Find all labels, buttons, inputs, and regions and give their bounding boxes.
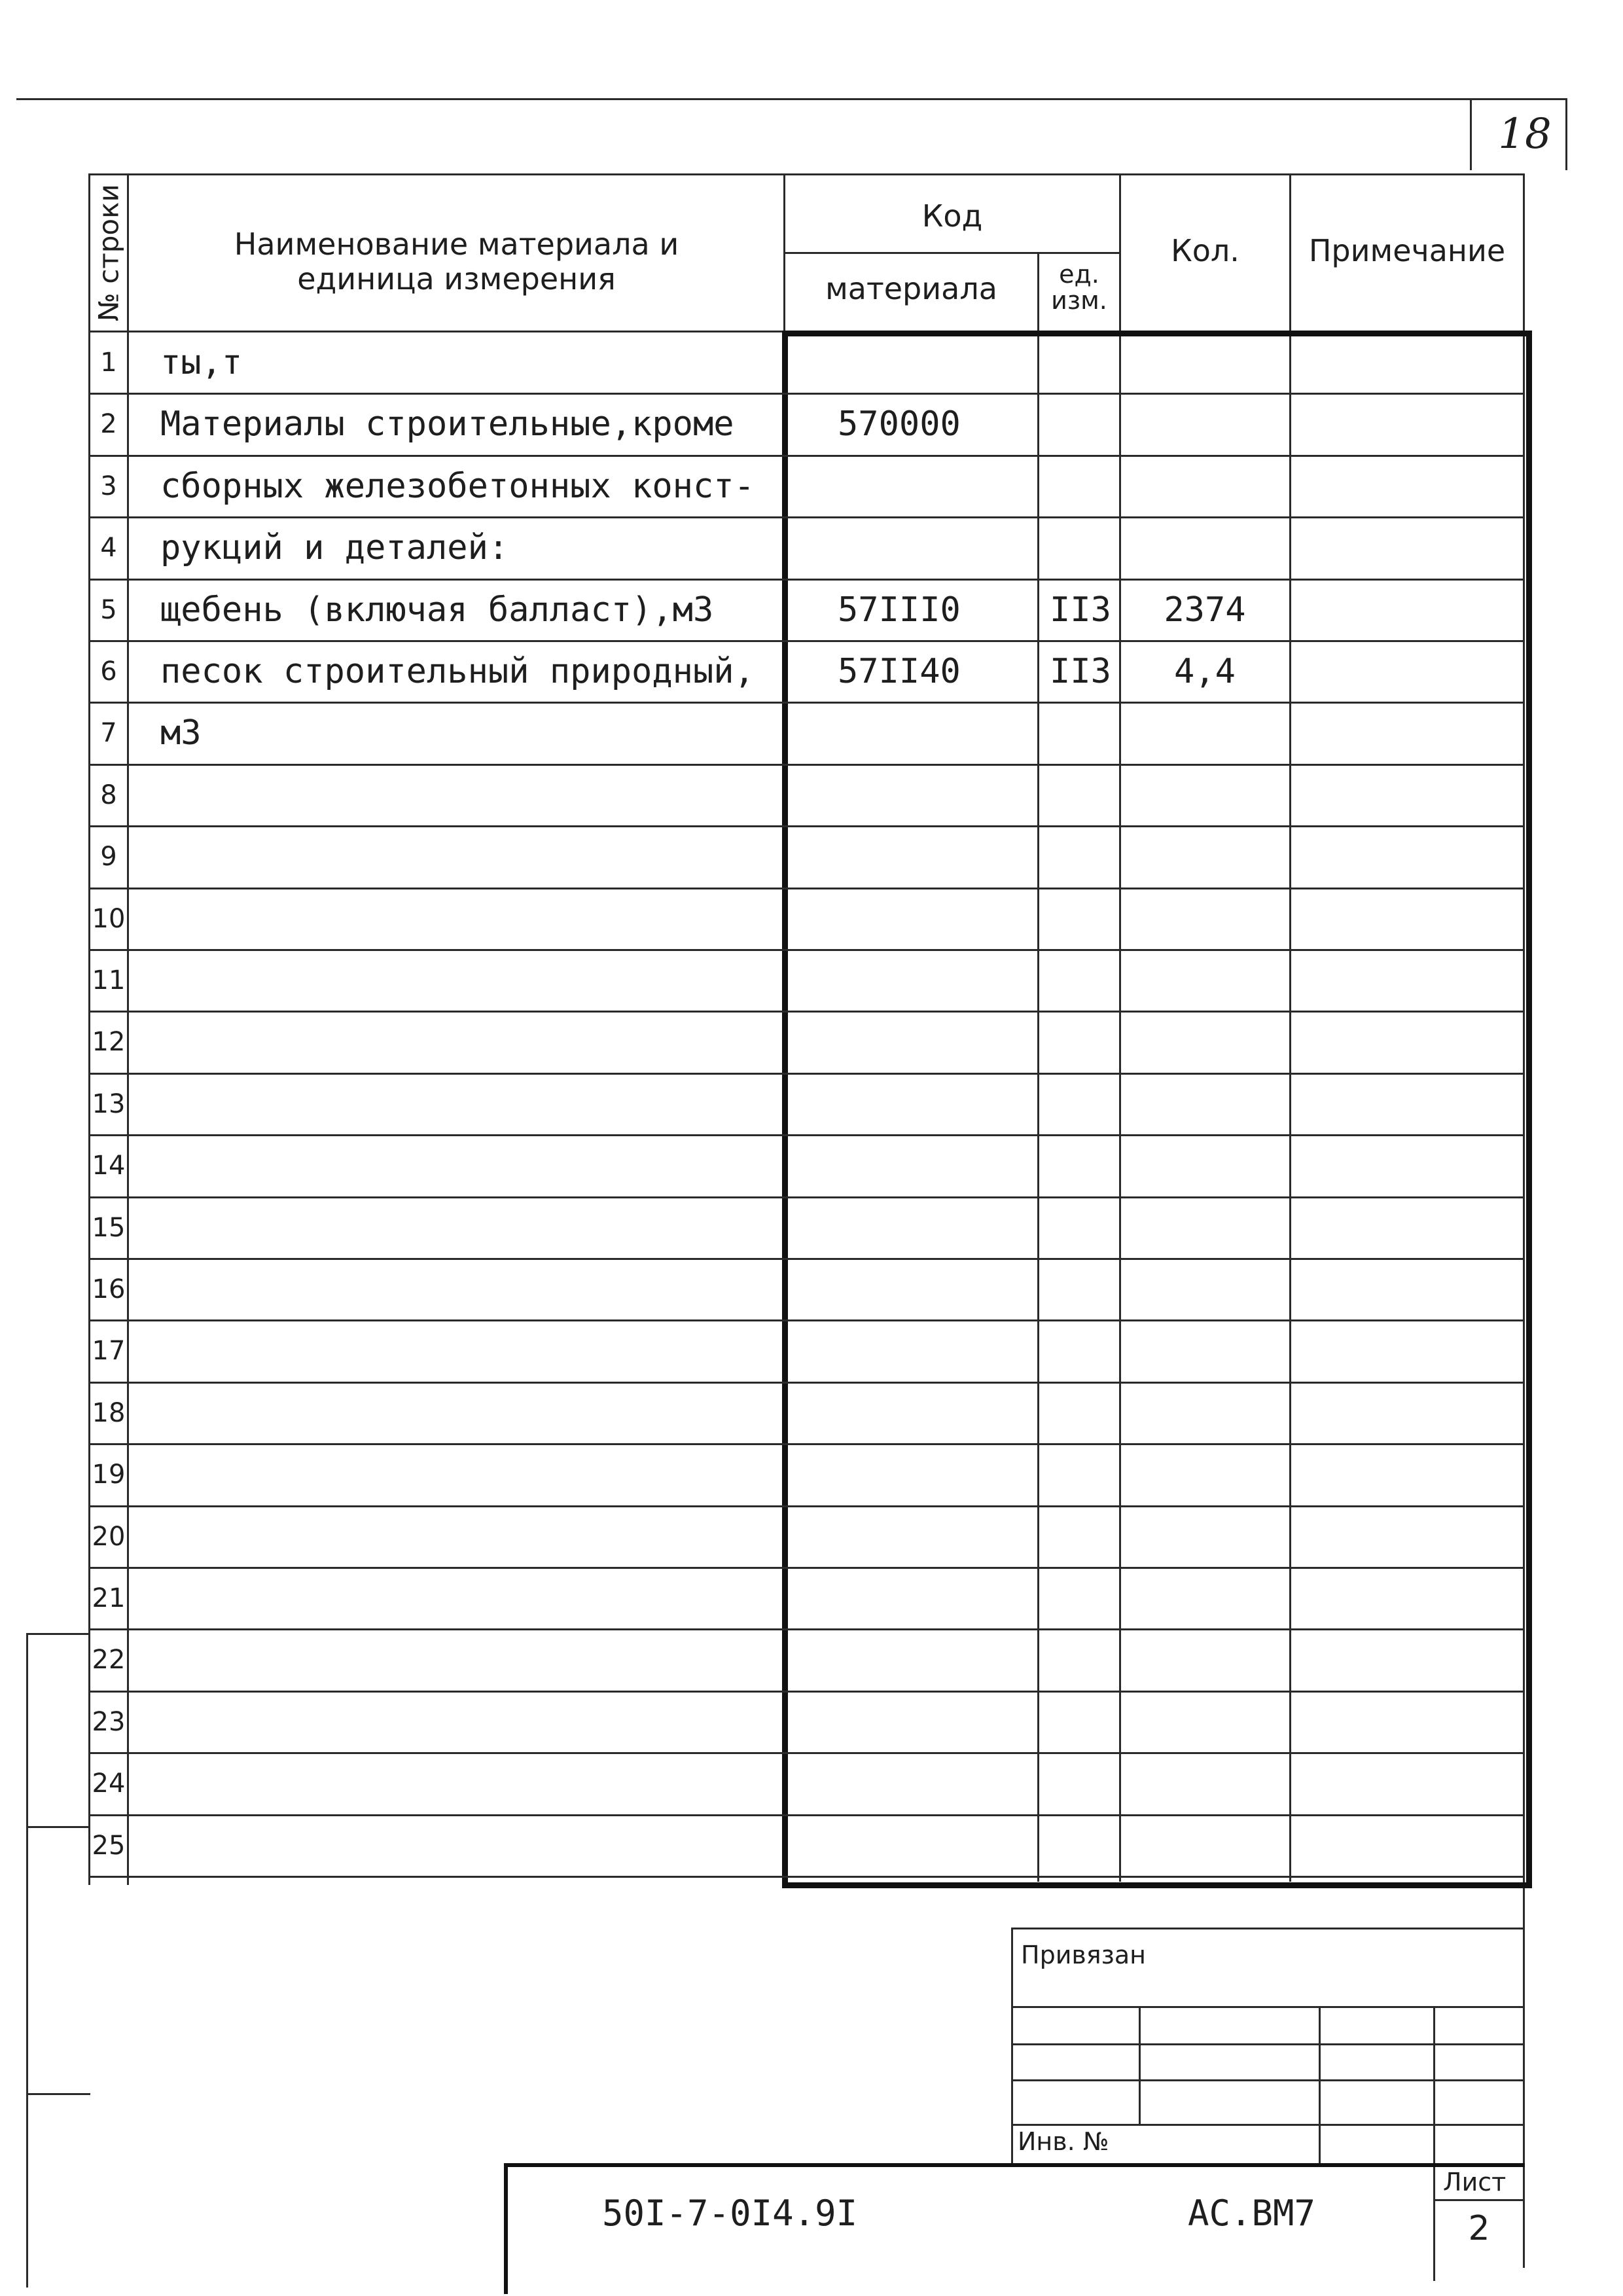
quantity-cell: 4,4 bbox=[1174, 652, 1236, 691]
material-name-cell bbox=[160, 1136, 776, 1196]
row-number-header: № строки bbox=[92, 184, 125, 321]
note-cell bbox=[1299, 1444, 1515, 1505]
row-number: 12 bbox=[92, 1027, 126, 1057]
stamp-line-1 bbox=[1011, 2006, 1525, 2008]
unit-code-cell bbox=[1042, 1136, 1119, 1196]
row-number: 22 bbox=[92, 1645, 126, 1675]
note-cell bbox=[1299, 456, 1515, 517]
material-header: материала bbox=[825, 271, 997, 306]
material-name-cell bbox=[160, 1444, 776, 1505]
unit-code-cell bbox=[1042, 703, 1119, 764]
quantity-cell bbox=[1123, 827, 1287, 888]
material-code-cell: 570000 bbox=[838, 404, 961, 444]
row-number: 3 bbox=[100, 471, 117, 501]
row-number: 4 bbox=[100, 533, 117, 563]
material-name-cell: ты,т bbox=[160, 343, 243, 382]
material-code-cell bbox=[838, 1198, 1027, 1259]
stamp-attach-left bbox=[1011, 1928, 1013, 2166]
binding-margin-line-mid bbox=[26, 1826, 90, 1828]
material-code-cell bbox=[838, 1444, 1027, 1505]
unit-code-cell bbox=[1042, 1012, 1119, 1073]
material-code-cell bbox=[838, 456, 1027, 517]
material-name-cell: щебень (включая балласт),м3 bbox=[160, 590, 714, 630]
unit-code-cell bbox=[1042, 1259, 1119, 1320]
page-number-box-right bbox=[1565, 98, 1567, 170]
note-header: Примечание bbox=[1308, 233, 1506, 268]
unit-code-cell bbox=[1042, 1692, 1119, 1753]
unit-code-cell bbox=[1042, 1383, 1119, 1444]
unit-header-line2: изм. bbox=[1051, 286, 1107, 315]
quantity-cell bbox=[1123, 765, 1287, 826]
row-number: 2 bbox=[100, 409, 117, 439]
material-name-cell bbox=[160, 1568, 776, 1629]
quantity-cell bbox=[1123, 1136, 1287, 1196]
sheet-label-line bbox=[1433, 2199, 1525, 2201]
stamp-line-3 bbox=[1011, 2079, 1525, 2081]
row-number: 14 bbox=[92, 1151, 126, 1181]
material-name-cell bbox=[160, 1630, 776, 1691]
note-cell bbox=[1299, 641, 1515, 702]
note-cell bbox=[1299, 1816, 1515, 1876]
binding-margin-line-top bbox=[26, 1633, 90, 1635]
stamp-attach-top bbox=[1011, 1928, 1525, 1929]
material-code-cell bbox=[838, 1136, 1027, 1196]
code-header: Код bbox=[921, 198, 983, 234]
stamp-line-4 bbox=[1011, 2124, 1525, 2126]
unit-code-cell bbox=[1042, 1753, 1119, 1814]
unit-code-cell bbox=[1042, 1816, 1119, 1876]
material-code-cell bbox=[838, 1321, 1027, 1382]
quantity-cell bbox=[1123, 1692, 1287, 1753]
material-name-cell bbox=[160, 1259, 776, 1320]
note-cell bbox=[1299, 1692, 1515, 1753]
quantity-cell bbox=[1123, 1444, 1287, 1505]
quantity-cell bbox=[1123, 1383, 1287, 1444]
quantity-cell bbox=[1123, 394, 1287, 455]
material-name-cell bbox=[160, 1816, 776, 1876]
top-border-line bbox=[16, 98, 1567, 100]
material-code-cell bbox=[838, 703, 1027, 764]
unit-code-cell: II3 bbox=[1050, 590, 1111, 630]
note-cell bbox=[1299, 1753, 1515, 1814]
material-code-cell bbox=[838, 1816, 1027, 1876]
material-code-cell bbox=[838, 1568, 1027, 1629]
table-top-line bbox=[88, 173, 1525, 175]
material-name-cell: песок строительный природный, bbox=[160, 652, 755, 691]
unit-code-cell bbox=[1042, 1198, 1119, 1259]
row-number: 5 bbox=[100, 595, 117, 625]
row-number: 13 bbox=[92, 1089, 126, 1119]
material-code-cell bbox=[838, 1259, 1027, 1320]
note-cell bbox=[1299, 950, 1515, 1011]
material-name-cell: м3 bbox=[160, 713, 202, 753]
material-code-cell bbox=[838, 1074, 1027, 1135]
unit-code-cell bbox=[1042, 1074, 1119, 1135]
material-name-cell: Материалы строительные,кроме bbox=[160, 404, 734, 444]
note-cell bbox=[1299, 1321, 1515, 1382]
unit-code-cell bbox=[1042, 950, 1119, 1011]
quantity-cell bbox=[1123, 950, 1287, 1011]
row-number: 25 bbox=[92, 1831, 126, 1861]
note-cell bbox=[1299, 332, 1515, 393]
row-number: 11 bbox=[92, 965, 126, 996]
material-code-cell bbox=[838, 1012, 1027, 1073]
material-code-cell bbox=[838, 1692, 1027, 1753]
note-cell bbox=[1299, 394, 1515, 455]
code-subheader-line bbox=[785, 252, 1119, 254]
note-cell bbox=[1299, 580, 1515, 641]
material-name-cell bbox=[160, 1198, 776, 1259]
document-code: 50I-7-0I4.9I bbox=[602, 2193, 858, 2234]
note-cell bbox=[1299, 1383, 1515, 1444]
unit-header-line1: ед. bbox=[1059, 260, 1099, 289]
quantity-cell bbox=[1123, 703, 1287, 764]
material-code-cell bbox=[838, 332, 1027, 393]
unit-code-cell: II3 bbox=[1050, 652, 1111, 691]
row-number: 10 bbox=[92, 904, 126, 934]
material-name-cell bbox=[160, 827, 776, 888]
row-number: 15 bbox=[92, 1213, 126, 1243]
unit-code-cell bbox=[1042, 889, 1119, 950]
main-stamp-top bbox=[504, 2163, 1525, 2167]
unit-code-cell bbox=[1042, 332, 1119, 393]
quantity-cell bbox=[1123, 456, 1287, 517]
quantity-cell bbox=[1123, 1507, 1287, 1568]
material-code-cell bbox=[838, 1630, 1027, 1691]
row-number: 20 bbox=[92, 1522, 126, 1552]
material-name-cell bbox=[160, 1321, 776, 1382]
inventory-number-label: Инв. № bbox=[1018, 2127, 1109, 2156]
material-code-cell bbox=[838, 765, 1027, 826]
material-code-cell: 57III0 bbox=[838, 590, 961, 630]
unit-code-cell bbox=[1042, 1568, 1119, 1629]
name-header-line1: Наименование материала и bbox=[234, 226, 679, 262]
sheet-label: Лист bbox=[1443, 2168, 1507, 2197]
unit-code-cell bbox=[1042, 1630, 1119, 1691]
material-name-cell bbox=[160, 950, 776, 1011]
unit-code-cell bbox=[1042, 394, 1119, 455]
stamp-divider-3 bbox=[1433, 2006, 1435, 2281]
row-number: 16 bbox=[92, 1274, 126, 1304]
note-cell bbox=[1299, 1198, 1515, 1259]
quantity-cell bbox=[1123, 518, 1287, 579]
material-name-cell bbox=[160, 1753, 776, 1814]
material-code-cell bbox=[838, 518, 1027, 579]
note-cell bbox=[1299, 1507, 1515, 1568]
unit-code-cell bbox=[1042, 456, 1119, 517]
row-number: 1 bbox=[100, 348, 117, 378]
material-name-cell bbox=[160, 1383, 776, 1444]
quantity-cell bbox=[1123, 332, 1287, 393]
note-cell bbox=[1299, 1012, 1515, 1073]
material-code-cell: 57II40 bbox=[838, 652, 961, 691]
unit-code-cell bbox=[1042, 1507, 1119, 1568]
note-cell bbox=[1299, 1136, 1515, 1196]
quantity-cell bbox=[1123, 1198, 1287, 1259]
quantity-cell bbox=[1123, 1568, 1287, 1629]
stamp-line-2 bbox=[1011, 2043, 1525, 2045]
page-number-box-left bbox=[1470, 98, 1472, 170]
note-cell bbox=[1299, 765, 1515, 826]
stamp-divider-2 bbox=[1319, 2006, 1321, 2166]
row-number: 24 bbox=[92, 1768, 126, 1799]
unit-code-cell bbox=[1042, 765, 1119, 826]
note-cell bbox=[1299, 703, 1515, 764]
row-number: 23 bbox=[92, 1707, 126, 1737]
unit-code-cell bbox=[1042, 1444, 1119, 1505]
main-stamp-left bbox=[504, 2163, 508, 2294]
note-cell bbox=[1299, 1568, 1515, 1629]
handwritten-sheet-number: 18 bbox=[1498, 110, 1552, 158]
quantity-cell bbox=[1123, 1816, 1287, 1876]
stamp-divider-1 bbox=[1139, 2006, 1141, 2124]
attached-label: Привязан bbox=[1021, 1941, 1146, 1969]
note-cell bbox=[1299, 1259, 1515, 1320]
name-header-line2: единица измерения bbox=[297, 261, 616, 296]
row-number: 8 bbox=[100, 780, 117, 810]
material-name-cell: рукций и деталей: bbox=[160, 528, 509, 567]
note-cell bbox=[1299, 518, 1515, 579]
row-number: 21 bbox=[92, 1583, 126, 1613]
quantity-cell bbox=[1123, 1259, 1287, 1320]
unit-code-cell bbox=[1042, 1321, 1119, 1382]
material-code-cell bbox=[838, 889, 1027, 950]
binding-margin-line-low bbox=[26, 2093, 90, 2095]
unit-code-cell bbox=[1042, 518, 1119, 579]
material-code-cell bbox=[838, 950, 1027, 1011]
quantity-cell bbox=[1123, 1321, 1287, 1382]
quantity-cell bbox=[1123, 1630, 1287, 1691]
unit-code-cell bbox=[1042, 827, 1119, 888]
material-name-cell: сборных железобетонных конст- bbox=[160, 467, 755, 506]
quantity-cell bbox=[1123, 889, 1287, 950]
row-number: 17 bbox=[92, 1336, 126, 1366]
material-name-cell bbox=[160, 1507, 776, 1568]
material-name-cell bbox=[160, 1074, 776, 1135]
row-number: 6 bbox=[100, 656, 117, 687]
album-code: АС.ВМ7 bbox=[1188, 2193, 1316, 2234]
note-cell bbox=[1299, 1074, 1515, 1135]
row-number: 18 bbox=[92, 1398, 126, 1428]
row-number: 9 bbox=[100, 842, 117, 872]
quantity-cell bbox=[1123, 1753, 1287, 1814]
material-code-cell bbox=[838, 1753, 1027, 1814]
note-cell bbox=[1299, 889, 1515, 950]
row-number: 7 bbox=[100, 718, 117, 748]
material-name-cell bbox=[160, 765, 776, 826]
note-cell bbox=[1299, 827, 1515, 888]
material-name-cell bbox=[160, 889, 776, 950]
quantity-cell: 2374 bbox=[1164, 590, 1246, 630]
material-name-cell bbox=[160, 1692, 776, 1753]
material-code-cell bbox=[838, 1383, 1027, 1444]
material-code-cell bbox=[838, 1507, 1027, 1568]
material-code-cell bbox=[838, 827, 1027, 888]
row-number: 19 bbox=[92, 1460, 126, 1490]
binding-margin-line bbox=[26, 1633, 28, 2287]
quantity-cell bbox=[1123, 1012, 1287, 1073]
material-name-cell bbox=[160, 1012, 776, 1073]
sheet-number: 2 bbox=[1468, 2209, 1490, 2248]
qty-header: Кол. bbox=[1171, 233, 1240, 268]
note-cell bbox=[1299, 1630, 1515, 1691]
quantity-cell bbox=[1123, 1074, 1287, 1135]
